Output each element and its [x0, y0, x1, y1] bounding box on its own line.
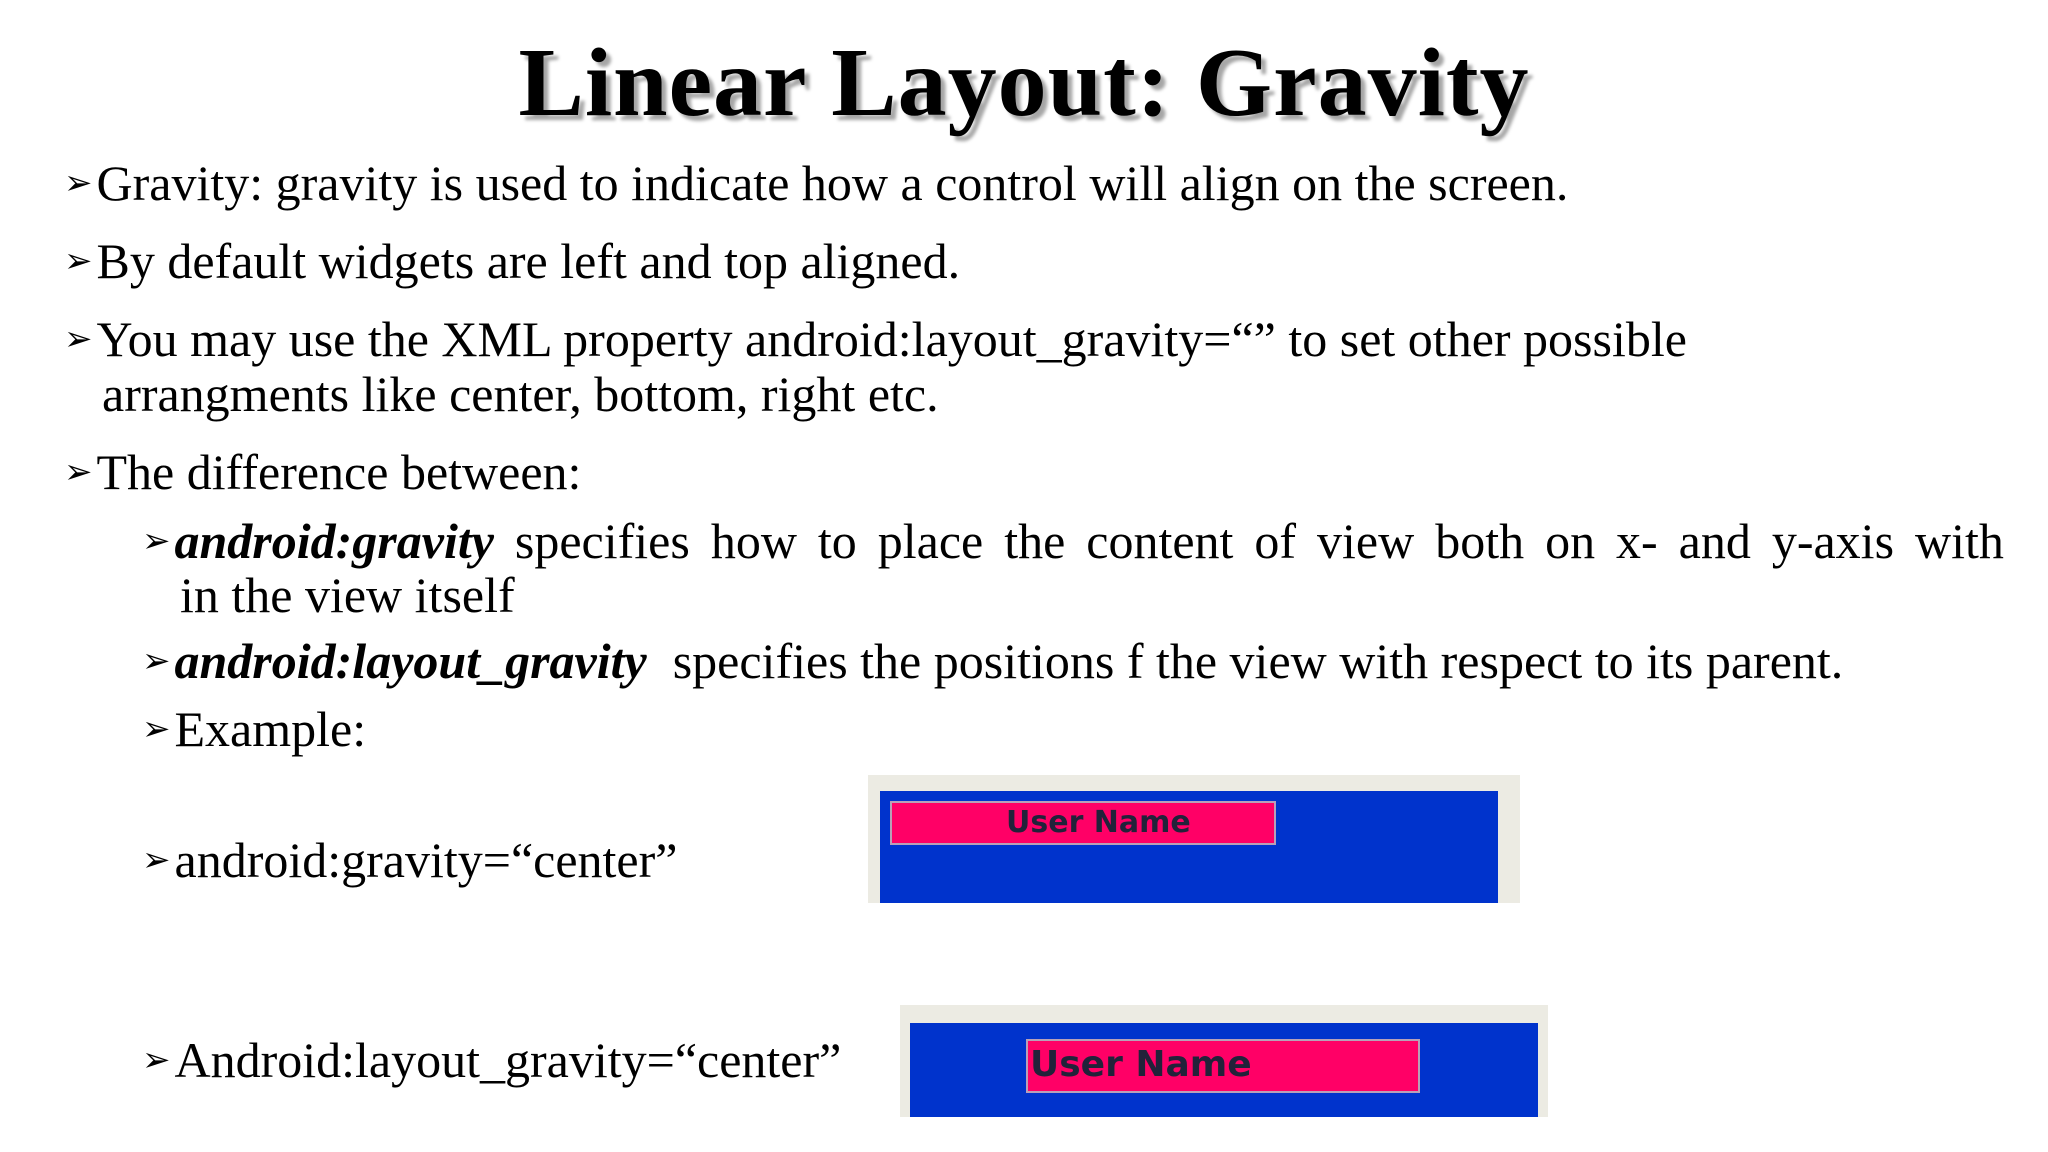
justified-word: both	[1435, 513, 1525, 569]
bullet-gravity-definition	[64, 155, 1568, 211]
justified-word: x-	[1616, 513, 1658, 569]
sub-bullet-layout-gravity	[142, 633, 1843, 689]
bullet-xml-property-continued: arrangments like center, bottom, right etc.	[102, 366, 939, 422]
arrow-bullet-icon: ➢	[64, 452, 93, 492]
term-android-gravity: android:gravity	[174, 513, 494, 569]
example-gravity-label	[142, 832, 677, 888]
arrow-bullet-icon: ➢	[142, 641, 171, 681]
arrow-bullet-icon: ➢	[64, 241, 93, 281]
arrow-bullet-icon: ➢	[142, 709, 171, 749]
sub-bullet-text: Example:	[174, 701, 367, 757]
term-with-bullet	[142, 513, 494, 569]
sub-bullet-android-gravity	[142, 513, 2004, 569]
sub-bullet-android-gravity-continued: in the view itself	[180, 567, 515, 623]
example-layout-gravity-label	[142, 1032, 841, 1088]
example-text: Android:layout_gravity=“center”	[174, 1032, 842, 1088]
justified-word: how	[710, 513, 797, 569]
justified-word: with	[1915, 513, 2004, 569]
justified-word: specifies	[514, 513, 690, 569]
justified-word: of	[1254, 513, 1297, 569]
justified-word: and	[1678, 513, 1751, 569]
justified-word: place	[877, 513, 984, 569]
justified-word: the	[1004, 513, 1066, 569]
bullet-text: By default widgets are left and top aligned.	[96, 233, 961, 289]
arrow-bullet-icon: ➢	[142, 840, 171, 880]
justified-word: on	[1545, 513, 1596, 569]
arrow-bullet-icon: ➢	[64, 163, 93, 203]
bullet-default-alignment	[64, 233, 960, 289]
user-name-field: User Name	[1026, 1039, 1420, 1093]
justified-word: view	[1317, 513, 1415, 569]
bullet-xml-property	[64, 311, 1687, 367]
example-layout-gravity-screenshot	[900, 1005, 1548, 1117]
bullet-difference	[64, 444, 581, 500]
sub-bullet-text: specifies the positions f the view with respect to its parent.	[672, 633, 1844, 689]
arrow-bullet-icon: ➢	[64, 319, 93, 359]
sub-bullet-example	[142, 701, 366, 757]
slide-title: Linear Layout: Gravity	[518, 29, 1530, 137]
arrow-bullet-icon: ➢	[142, 1040, 171, 1080]
example-gravity-screenshot	[868, 775, 1520, 903]
bullet-text: The difference between:	[96, 444, 582, 500]
justified-word: y-axis	[1771, 513, 1895, 569]
bullet-text: Gravity: gravity is used to indicate how a control will align on the screen.	[96, 155, 1569, 211]
example-text: android:gravity=“center”	[174, 832, 678, 888]
bullet-text: You may use the XML property android:layout_gravity=“” to set other possible	[96, 311, 1687, 367]
justified-word: content	[1086, 513, 1234, 569]
user-name-field: User Name	[890, 801, 1276, 845]
arrow-bullet-icon: ➢	[142, 521, 171, 561]
justified-word: to	[817, 513, 857, 569]
term-android-layout-gravity: android:layout_gravity	[174, 633, 647, 689]
